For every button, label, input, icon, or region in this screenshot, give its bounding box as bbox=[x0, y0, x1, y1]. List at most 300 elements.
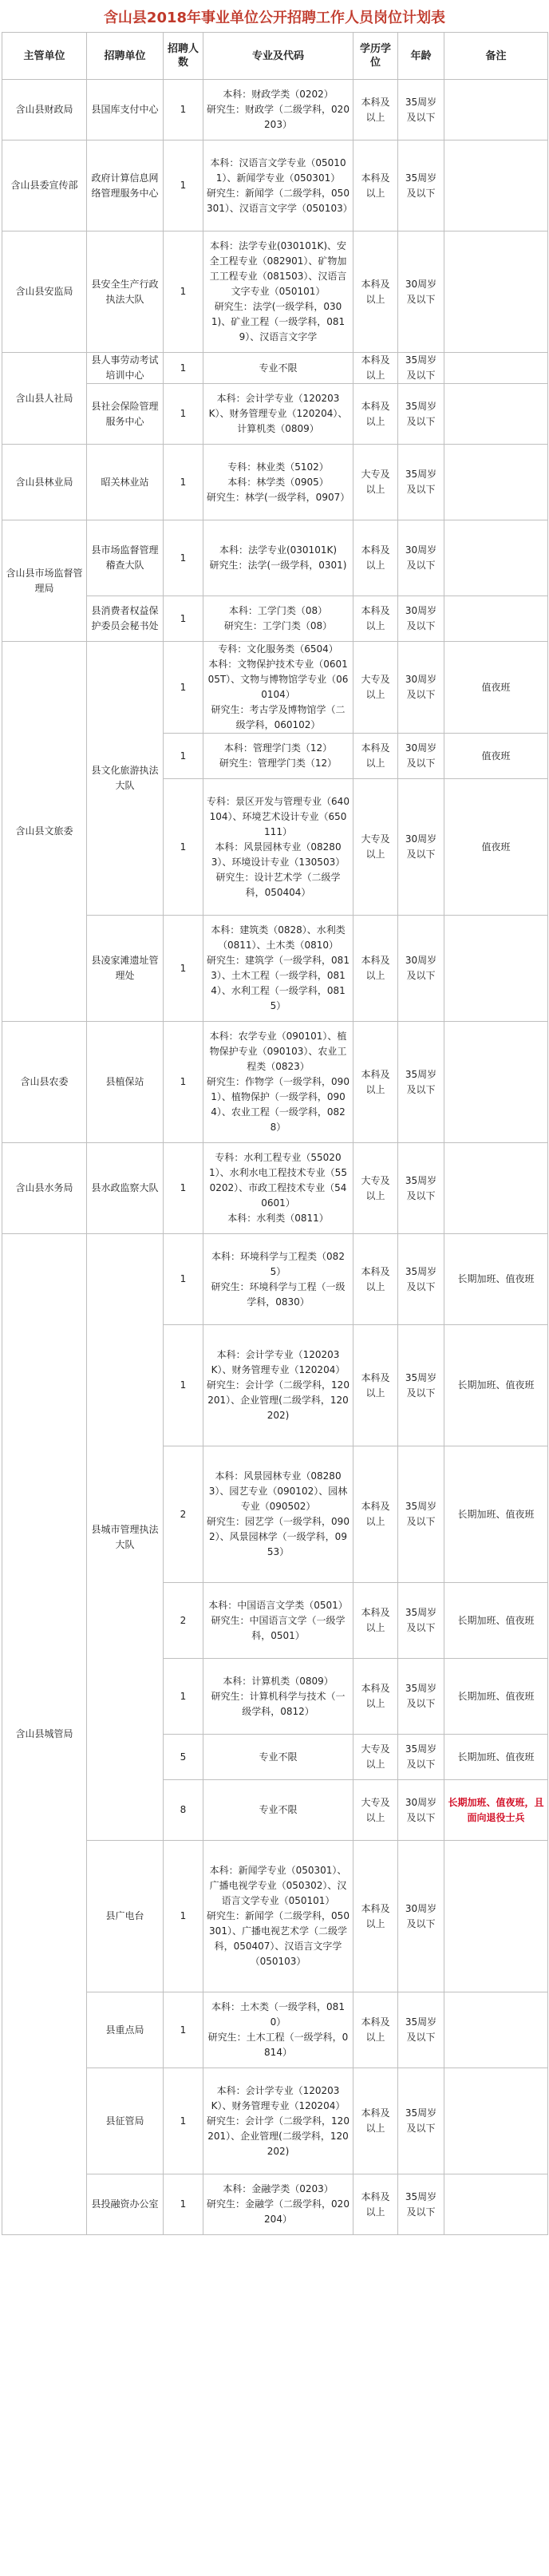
header-edu: 学历学位 bbox=[353, 33, 398, 80]
cell-note bbox=[444, 140, 548, 231]
cell-note bbox=[444, 2068, 548, 2174]
cell-age bbox=[398, 1022, 444, 1143]
cell-dept bbox=[2, 1143, 87, 1234]
table-row bbox=[2, 642, 548, 734]
cell-count-text: 1 bbox=[180, 1379, 187, 1391]
cell-count bbox=[164, 1992, 203, 2068]
cell-note bbox=[444, 1992, 548, 2068]
table-row bbox=[2, 1143, 548, 1234]
cell-note bbox=[444, 734, 548, 779]
cell-age bbox=[398, 916, 444, 1022]
cell-count bbox=[164, 80, 203, 140]
cell-spec bbox=[203, 1992, 353, 2068]
cell-unit-text: 县重点局 bbox=[105, 2024, 144, 2036]
cell-spec-text: 本科：新闻学专业（050301）、广播电视学专业（050302）、汉语言文学专业（050101） 研究生：新闻学（二级学科，050301）、广播电视艺术学（二级学科，050407）、汉语言文字学（050103） bbox=[207, 1865, 350, 1967]
cell-count bbox=[164, 779, 203, 916]
cell-count-text: 1 bbox=[180, 552, 187, 564]
cell-spec bbox=[203, 1583, 353, 1659]
cell-unit bbox=[87, 1143, 164, 1234]
cell-edu-text: 本科及以上 bbox=[361, 2016, 390, 2043]
cell-spec-text: 本科：环境科学与工程类（0825） 研究生：环境科学与工程（一级学科，0830） bbox=[211, 1250, 346, 1308]
cell-count-text: 1 bbox=[180, 2198, 187, 2210]
cell-count bbox=[164, 1446, 203, 1583]
cell-age-text: 35周岁及以下 bbox=[405, 96, 437, 123]
cell-spec bbox=[203, 231, 353, 353]
cell-edu bbox=[353, 140, 398, 231]
cell-note-text: 长期加班、值夜班 bbox=[457, 1751, 535, 1763]
cell-dept-text: 含山县财政局 bbox=[15, 104, 73, 115]
cell-edu-text: 本科及以上 bbox=[361, 278, 390, 305]
cell-count-text: 1 bbox=[180, 1273, 187, 1284]
cell-spec-text: 本科：会计学专业（120203K）、财务管理专业（120204） 研究生：会计学（二级学科，120201）、企业管理(二级学科，120202) bbox=[207, 1349, 350, 1421]
cell-note-text: 长期加班、值夜班 bbox=[457, 1508, 535, 1520]
cell-age-text: 35周岁及以下 bbox=[405, 1371, 437, 1399]
cell-unit-text: 县市场监督管理稽查大队 bbox=[91, 544, 159, 571]
cell-unit bbox=[87, 80, 164, 140]
cell-count-text: 1 bbox=[180, 362, 187, 374]
cell-spec bbox=[203, 1659, 353, 1735]
cell-count-text: 1 bbox=[180, 180, 187, 191]
cell-note-text: 值夜班 bbox=[481, 750, 511, 762]
cell-count-text: 1 bbox=[180, 408, 187, 419]
cell-age bbox=[398, 1780, 444, 1841]
cell-edu-text: 大专及以上 bbox=[361, 674, 390, 700]
cell-edu bbox=[353, 1735, 398, 1780]
cell-dept-text: 含山县市场监督管理局 bbox=[6, 567, 83, 594]
cell-edu bbox=[353, 353, 398, 384]
cell-count-text: 1 bbox=[180, 962, 187, 974]
cell-age-text: 30周岁及以下 bbox=[405, 278, 437, 305]
header-unit: 招聘单位 bbox=[87, 33, 164, 80]
cell-unit-text: 政府计算信息网络管理服务中心 bbox=[91, 172, 159, 199]
cell-unit-text: 昭关林业站 bbox=[101, 476, 149, 488]
cell-age bbox=[398, 1325, 444, 1446]
cell-age bbox=[398, 734, 444, 779]
cell-unit bbox=[87, 1992, 164, 2068]
table-header-row bbox=[2, 33, 548, 80]
cell-count-text: 1 bbox=[180, 1910, 187, 1921]
cell-spec-text: 专科：水利工程专业（550201）、水利水电工程技术专业（550202）、市政工程技术专业（540601） 本科：水利类（0811） bbox=[209, 1152, 347, 1224]
cell-edu-text: 本科及以上 bbox=[361, 605, 390, 631]
cell-age bbox=[398, 1841, 444, 1992]
cell-edu-text: 大专及以上 bbox=[361, 833, 390, 860]
cell-edu bbox=[353, 1659, 398, 1735]
cell-unit bbox=[87, 1841, 164, 1992]
cell-spec bbox=[203, 80, 353, 140]
cell-count bbox=[164, 1583, 203, 1659]
cell-age-text: 35周岁及以下 bbox=[405, 1743, 437, 1770]
cell-dept-text: 含山县文旅委 bbox=[15, 825, 73, 837]
cell-edu-text: 本科及以上 bbox=[361, 96, 390, 123]
table-row bbox=[2, 1022, 548, 1143]
cell-age-text: 35周岁及以下 bbox=[405, 469, 437, 495]
cell-spec-text: 专业不限 bbox=[259, 362, 298, 374]
cell-unit bbox=[87, 642, 164, 916]
cell-age-text: 30周岁及以下 bbox=[405, 605, 437, 631]
cell-age-text: 35周岁及以下 bbox=[405, 2190, 437, 2218]
cell-note bbox=[444, 445, 548, 520]
cell-spec-text: 本科：会计学专业（120203K）、财务管理专业（120204） 研究生：会计学（二级学科，120201）、企业管理(二级学科，120202) bbox=[207, 2084, 350, 2157]
cell-dept bbox=[2, 353, 87, 445]
cell-age bbox=[398, 1735, 444, 1780]
cell-age bbox=[398, 2068, 444, 2174]
table-row bbox=[2, 520, 548, 596]
cell-count bbox=[164, 520, 203, 596]
cell-spec-text: 本科：法学专业(030101K)、安全工程专业（082901）、矿物加工工程专业（081503）、汉语言文字专业（050101） 研究生：法学(一级学科，0301)、矿业工程（一级学科，0819）、汉语言文字学 bbox=[209, 240, 347, 342]
cell-edu-text: 本科及以上 bbox=[361, 1501, 390, 1527]
cell-note-text: 长期加班、值夜班 bbox=[457, 1690, 535, 1702]
cell-count-text: 1 bbox=[180, 1690, 187, 1702]
cell-dept bbox=[2, 1022, 87, 1143]
cell-dept-text: 含山县安监局 bbox=[15, 286, 73, 297]
cell-spec-text: 本科：计算机类（0809） 研究生：计算机科学与技术（一级学科，0812） bbox=[211, 1675, 346, 1717]
cell-note bbox=[444, 1325, 548, 1446]
cell-note bbox=[444, 779, 548, 916]
cell-count bbox=[164, 1325, 203, 1446]
table-body bbox=[2, 80, 548, 2235]
cell-spec-text: 专科：文化服务类（6504） 本科：文物保护技术专业（060105T）、文物与博物馆学专业（060104） 研究生：考古学及博物馆学（二级学科，060102） bbox=[207, 643, 349, 730]
cell-unit-text: 县社会保险管理服务中心 bbox=[91, 400, 159, 427]
cell-edu-text: 大专及以上 bbox=[361, 1743, 390, 1770]
cell-count-text: 8 bbox=[180, 1804, 187, 1815]
cell-spec bbox=[203, 1143, 353, 1234]
cell-unit bbox=[87, 520, 164, 596]
cell-unit-text: 县国库支付中心 bbox=[91, 104, 159, 115]
cell-edu bbox=[353, 779, 398, 916]
cell-age-text: 35周岁及以下 bbox=[405, 400, 437, 427]
cell-unit bbox=[87, 596, 164, 642]
table-row bbox=[2, 445, 548, 520]
cell-edu-text: 本科及以上 bbox=[361, 1683, 390, 1709]
cell-dept-text: 含山县林业局 bbox=[15, 476, 73, 488]
header-count: 招聘人数 bbox=[164, 33, 203, 80]
cell-edu bbox=[353, 80, 398, 140]
header-note: 备注 bbox=[444, 33, 548, 80]
cell-age-text: 30周岁及以下 bbox=[405, 674, 437, 700]
cell-note bbox=[444, 1841, 548, 1992]
cell-age-text: 35周岁及以下 bbox=[405, 2016, 437, 2043]
cell-dept-text: 含山县委宣传部 bbox=[10, 180, 78, 191]
cell-note bbox=[444, 80, 548, 140]
cell-unit-text: 县凌家滩遗址管理处 bbox=[91, 955, 159, 981]
cell-note bbox=[444, 1022, 548, 1143]
cell-unit-text: 县征管局 bbox=[105, 2115, 144, 2127]
cell-age bbox=[398, 1446, 444, 1583]
cell-age-text: 30周岁及以下 bbox=[405, 742, 437, 769]
cell-count-text: 2 bbox=[180, 1508, 187, 1520]
cell-age bbox=[398, 1583, 444, 1659]
cell-age bbox=[398, 445, 444, 520]
cell-edu-text: 本科及以上 bbox=[361, 1265, 390, 1292]
cell-age bbox=[398, 140, 444, 231]
cell-unit-text: 县投融资办公室 bbox=[91, 2198, 159, 2210]
cell-spec bbox=[203, 734, 353, 779]
cell-spec bbox=[203, 140, 353, 231]
cell-count-text: 1 bbox=[180, 1182, 187, 1193]
cell-spec bbox=[203, 779, 353, 916]
cell-spec-text: 专业不限 bbox=[259, 1751, 298, 1763]
cell-age-text: 35周岁及以下 bbox=[405, 1068, 437, 1095]
cell-edu bbox=[353, 642, 398, 734]
cell-spec bbox=[203, 353, 353, 384]
cell-count-text: 1 bbox=[180, 476, 187, 488]
cell-count bbox=[164, 1841, 203, 1992]
cell-spec-text: 本科：管理学门类（12） 研究生：管理学门类（12） bbox=[219, 742, 338, 769]
cell-spec-text: 本科：建筑类（0828）、水利类（0811）、土木类（0810） 研究生：建筑学（一级学科，0813）、土木工程（一级学科，0814）、水利工程（一级学科，0815） bbox=[207, 924, 350, 1011]
cell-edu bbox=[353, 2174, 398, 2235]
cell-age bbox=[398, 596, 444, 642]
table-row bbox=[2, 1234, 548, 1325]
cell-note bbox=[444, 384, 548, 445]
cell-count bbox=[164, 734, 203, 779]
cell-count-text: 1 bbox=[180, 750, 187, 762]
cell-age-text: 35周岁及以下 bbox=[405, 354, 437, 381]
cell-edu-text: 本科及以上 bbox=[361, 354, 390, 381]
cell-age bbox=[398, 353, 444, 384]
cell-edu bbox=[353, 1841, 398, 1992]
cell-count bbox=[164, 140, 203, 231]
cell-note bbox=[444, 1735, 548, 1780]
cell-unit-text: 县水政监察大队 bbox=[91, 1182, 159, 1193]
cell-count bbox=[164, 642, 203, 734]
cell-unit-text: 县广电台 bbox=[105, 1910, 144, 1921]
cell-dept bbox=[2, 445, 87, 520]
cell-note bbox=[444, 1143, 548, 1234]
cell-note-text: 长期加班、值夜班 bbox=[457, 1379, 535, 1391]
cell-unit bbox=[87, 384, 164, 445]
cell-spec-text: 本科：中国语言文学类（0501） 研究生：中国语言文学（一级学科，0501） bbox=[208, 1599, 348, 1641]
cell-unit-text: 县城市管理执法大队 bbox=[91, 1523, 159, 1550]
cell-unit-text: 县安全生产行政执法大队 bbox=[91, 278, 159, 305]
cell-age bbox=[398, 779, 444, 916]
cell-unit bbox=[87, 2174, 164, 2235]
cell-spec-text: 专科：景区开发与管理专业（640104）、环境艺术设计专业（650111） 本科：风景园林专业（082803）、环境设计专业（130503） 研究生：设计艺术学（二级学科，050404） bbox=[207, 795, 350, 898]
cell-spec bbox=[203, 384, 353, 445]
cell-age bbox=[398, 1143, 444, 1234]
cell-spec-text: 本科：农学专业（090101）、植物保护专业（090103）、农业工程类（0823） 研究生：作物学（一级学科，0901）、植物保护（一级学科，0904）、农业工程（一级学科，0828） bbox=[207, 1031, 350, 1133]
cell-dept-text: 含山县农委 bbox=[20, 1076, 69, 1087]
cell-note bbox=[444, 2174, 548, 2235]
cell-count bbox=[164, 2068, 203, 2174]
cell-note-text: 长期加班、值夜班 bbox=[457, 1614, 535, 1626]
cell-edu bbox=[353, 1992, 398, 2068]
cell-age bbox=[398, 231, 444, 353]
cell-spec-text: 本科：法学专业(030101K) 研究生：法学(一级学科，0301) bbox=[209, 544, 347, 571]
cell-age-text: 30周岁及以下 bbox=[405, 1796, 437, 1823]
cell-count bbox=[164, 384, 203, 445]
cell-count bbox=[164, 916, 203, 1022]
cell-dept-text: 含山县人社局 bbox=[15, 392, 73, 404]
cell-unit-text: 县消费者权益保护委员会秘书处 bbox=[91, 605, 159, 631]
cell-count-text: 1 bbox=[180, 2115, 187, 2127]
cell-note bbox=[444, 353, 548, 384]
cell-age-text: 30周岁及以下 bbox=[405, 955, 437, 981]
cell-edu-text: 本科及以上 bbox=[361, 2107, 390, 2134]
cell-edu bbox=[353, 384, 398, 445]
cell-spec-text: 本科：工学门类（08） 研究生：工学门类（08） bbox=[223, 605, 333, 631]
cell-spec-text: 本科：会计学专业（120203K）、财务管理专业（120204）、计算机类（0809） bbox=[208, 393, 348, 434]
cell-edu bbox=[353, 2068, 398, 2174]
cell-edu bbox=[353, 231, 398, 353]
header-spec: 专业及代码 bbox=[203, 33, 353, 80]
cell-edu-text: 本科及以上 bbox=[361, 1371, 390, 1399]
document-title: 含山县2018年事业单位公开招聘工作人员岗位计划表 bbox=[103, 10, 446, 26]
cell-unit bbox=[87, 916, 164, 1022]
cell-edu bbox=[353, 1583, 398, 1659]
cell-note bbox=[444, 1234, 548, 1325]
cell-spec-text: 本科：财政学类（0202） 研究生：财政学（二级学科，020203） bbox=[207, 89, 350, 130]
cell-note bbox=[444, 1780, 548, 1841]
cell-spec bbox=[203, 520, 353, 596]
cell-spec bbox=[203, 916, 353, 1022]
cell-count-text: 1 bbox=[180, 286, 187, 297]
cell-edu-text: 本科及以上 bbox=[361, 1902, 390, 1929]
cell-spec-text: 专业不限 bbox=[259, 1804, 298, 1815]
cell-edu bbox=[353, 1325, 398, 1446]
cell-unit bbox=[87, 2068, 164, 2174]
cell-spec bbox=[203, 1780, 353, 1841]
cell-edu-text: 本科及以上 bbox=[361, 1068, 390, 1095]
header-age: 年龄 bbox=[398, 33, 444, 80]
cell-unit-text: 县人事劳动考试培训中心 bbox=[91, 354, 159, 381]
cell-spec bbox=[203, 1841, 353, 1992]
cell-count bbox=[164, 1659, 203, 1735]
cell-spec bbox=[203, 445, 353, 520]
cell-edu bbox=[353, 1143, 398, 1234]
cell-count-text: 1 bbox=[180, 612, 187, 624]
cell-age-text: 35周岁及以下 bbox=[405, 1265, 437, 1292]
cell-spec bbox=[203, 2174, 353, 2235]
cell-count-text: 1 bbox=[180, 2024, 187, 2036]
cell-edu-text: 本科及以上 bbox=[361, 955, 390, 981]
cell-count-text: 5 bbox=[180, 1751, 187, 1763]
cell-edu bbox=[353, 1446, 398, 1583]
cell-dept bbox=[2, 140, 87, 231]
recruitment-table bbox=[2, 32, 548, 2235]
cell-spec-text: 本科：金融学类（0203） 研究生：金融学（二级学科，020204） bbox=[207, 2183, 350, 2225]
cell-spec bbox=[203, 596, 353, 642]
cell-age-text: 30周岁及以下 bbox=[405, 1902, 437, 1929]
cell-spec bbox=[203, 1446, 353, 1583]
cell-age-text: 35周岁及以下 bbox=[405, 1501, 437, 1527]
cell-count bbox=[164, 1022, 203, 1143]
cell-spec bbox=[203, 1234, 353, 1325]
table-row bbox=[2, 231, 548, 353]
cell-edu-text: 本科及以上 bbox=[361, 400, 390, 427]
cell-count-text: 1 bbox=[180, 1076, 187, 1087]
cell-edu-text: 本科及以上 bbox=[361, 742, 390, 769]
cell-dept bbox=[2, 231, 87, 353]
cell-count bbox=[164, 2174, 203, 2235]
cell-note bbox=[444, 596, 548, 642]
cell-spec bbox=[203, 642, 353, 734]
cell-note-text: 长期加班、值夜班，且面向退役士兵 bbox=[448, 1796, 544, 1823]
cell-age bbox=[398, 80, 444, 140]
cell-unit bbox=[87, 231, 164, 353]
cell-edu-text: 本科及以上 bbox=[361, 172, 390, 199]
cell-edu bbox=[353, 1780, 398, 1841]
cell-edu-text: 本科及以上 bbox=[361, 1607, 390, 1633]
cell-age-text: 30周岁及以下 bbox=[405, 544, 437, 571]
cell-note bbox=[444, 1446, 548, 1583]
cell-unit bbox=[87, 140, 164, 231]
cell-age bbox=[398, 1992, 444, 2068]
cell-spec bbox=[203, 1022, 353, 1143]
cell-age bbox=[398, 642, 444, 734]
cell-spec bbox=[203, 2068, 353, 2174]
cell-spec-text: 本科：风景园林专业（082803）、园艺专业（090102）、园林专业（090502） 研究生：园艺学（一级学科，0902）、风景园林学（一级学科，0953） bbox=[207, 1470, 350, 1557]
cell-edu bbox=[353, 1234, 398, 1325]
cell-edu bbox=[353, 596, 398, 642]
cell-age-text: 35周岁及以下 bbox=[405, 1174, 437, 1201]
table-row bbox=[2, 80, 548, 140]
cell-note bbox=[444, 231, 548, 353]
cell-edu bbox=[353, 734, 398, 779]
cell-age bbox=[398, 520, 444, 596]
cell-count-text: 1 bbox=[180, 841, 187, 853]
cell-age bbox=[398, 1659, 444, 1735]
cell-edu bbox=[353, 445, 398, 520]
cell-age bbox=[398, 384, 444, 445]
cell-count bbox=[164, 1780, 203, 1841]
cell-note bbox=[444, 1583, 548, 1659]
cell-count bbox=[164, 1735, 203, 1780]
cell-age-text: 35周岁及以下 bbox=[405, 1683, 437, 1709]
cell-count bbox=[164, 1143, 203, 1234]
cell-unit bbox=[87, 353, 164, 384]
cell-count bbox=[164, 1234, 203, 1325]
cell-edu bbox=[353, 916, 398, 1022]
cell-age-text: 35周岁及以下 bbox=[405, 1607, 437, 1633]
cell-age-text: 35周岁及以下 bbox=[405, 172, 437, 199]
cell-unit-text: 县植保站 bbox=[105, 1076, 144, 1087]
cell-note-text: 值夜班 bbox=[481, 681, 511, 693]
header-dept: 主管单位 bbox=[2, 33, 87, 80]
cell-spec-text: 本科：土木类（一级学科，0810） 研究生：土木工程（一级学科，0814） bbox=[207, 2001, 349, 2058]
cell-count bbox=[164, 445, 203, 520]
cell-note bbox=[444, 642, 548, 734]
cell-note-text: 值夜班 bbox=[481, 841, 511, 853]
cell-count-text: 1 bbox=[180, 104, 187, 115]
cell-edu-text: 本科及以上 bbox=[361, 544, 390, 571]
cell-dept-text: 含山县城管局 bbox=[15, 1728, 73, 1739]
cell-spec bbox=[203, 1735, 353, 1780]
cell-unit bbox=[87, 445, 164, 520]
cell-age bbox=[398, 1234, 444, 1325]
cell-age bbox=[398, 2174, 444, 2235]
cell-dept bbox=[2, 80, 87, 140]
cell-spec bbox=[203, 1325, 353, 1446]
cell-edu-text: 本科及以上 bbox=[361, 2190, 390, 2218]
cell-age-text: 35周岁及以下 bbox=[405, 2107, 437, 2134]
cell-note bbox=[444, 1659, 548, 1735]
cell-edu-text: 大专及以上 bbox=[361, 1174, 390, 1201]
cell-dept-text: 含山县水务局 bbox=[15, 1182, 73, 1193]
cell-count bbox=[164, 231, 203, 353]
table-row bbox=[2, 353, 548, 384]
cell-count bbox=[164, 353, 203, 384]
cell-count-text: 2 bbox=[180, 1614, 187, 1626]
cell-count-text: 1 bbox=[180, 681, 187, 693]
cell-note bbox=[444, 916, 548, 1022]
cell-edu-text: 大专及以上 bbox=[361, 469, 390, 495]
cell-age-text: 30周岁及以下 bbox=[405, 833, 437, 860]
cell-edu bbox=[353, 1022, 398, 1143]
cell-note-text: 长期加班、值夜班 bbox=[457, 1273, 535, 1284]
cell-spec-text: 专科：林业类（5102） 本科：林学类（0905） 研究生：林学(一级学科，0907） bbox=[207, 461, 350, 503]
cell-note bbox=[444, 520, 548, 596]
cell-edu bbox=[353, 520, 398, 596]
